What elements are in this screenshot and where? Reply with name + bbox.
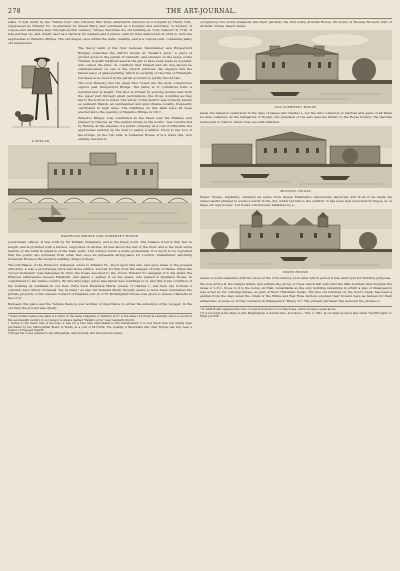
waterloo-bridge-figure: [8, 145, 192, 238]
left-paragraph-4: Waterloo Bridge, long celebrated as the finest over the Thames, and praised by Canova, as "the noblest bridge in the world," was constructed by Rennie, at the expense of a public company, at a cost of £400,000; the approaches making up the sum to nearly a million. Close to the foot of the bridge, on the City side, is Somerset House; it is a noble pile, now entirely devoted to: [78, 115, 192, 141]
pedlar-caption: A PEDLAR.: [31, 139, 51, 144]
pedlar-figure-icon: [8, 48, 74, 134]
left-paragraph-2: The Savoy bank of the river between Westminster and Hungerford Bridges comprises the district known as "Pedlar's Acre," a piece of ground given to the parish of Lambeth, and situated on the verge of the Thames. Popular tradition asserts the gift to have been made by a pedlar, who owned the land, on condition that himself and his dog should be commemorated on one of the church windows. We engrave this the famed piece of glass-painting, which is certainly of the time of Elizabeth; but there is no record in the parish accounts to justify the old tale.: [78, 46, 192, 80]
right-footnote-2: † It is recorded in the Diary of John Manningham, a student here, as follows:—"Feb. 2, 1601. At our feast we had a play called 'Twelfth Night; or, What you Will.'": [200, 311, 392, 318]
left-footnote-2: † Owing to the heavy rate of the tolls, it was for a long time unprofitable to the shareholders; it is now freed from toll, having been purchased by the Metropolitan Board of Works, at a cost of £475,000. The opening of Blackfriars and other bridges has long been a subject of frequent remark.: [8, 322, 192, 333]
waterloo-caption: WATERLOO BRIDGE AND SOMERSET HOUSE.: [60, 234, 140, 239]
left-paragraph-5: government offices. It was built by Sir William Chambers, and is his finest work. The Thames front is 800 feet in length, and is provided with a terrace, supported on arches, 50 feet above the bed of the river; and is the most noble feature of the bank in advance of the main walls. This terrace forms a noble promenade; it is much to be regretted that the public are excluded from what was once an agreeable airing-place for London. Immediately adjoining Somerset House is the modern building, King's College.: [8, 240, 192, 262]
arundel-house-engraving: [200, 126, 392, 188]
left-paragraph-6: The Old Palace of the Protector Somerset, uncle to Edward VI., stood upon this site, and gave name to the present structure; it was a picturesque brick and stone edifice, erected for him from the designs of John of Padua. When the "proud Somerset" was beheaded in 1552, his house devolved to the crown. Edward VI. assigned it to his sister, the Princess (afterwards Queen) Elizabeth, and James I. settled it on his queen, who named it Denmark House, in compliment to her native country. By this time Inigo Jones had added new buildings to it, and this is the condition of the building as exhibited in our view. Here lived Henrietta Maria, Queen of Charles I., and here she founded a convent; here Oliver Cromwell "lay in state," as also did General Monk. Royalty seems to have been considered the private property of the Queens Consort of England; but in 1775 Buckingham House was given to Queen Charlotte in lieu of it.: [8, 262, 192, 300]
right-paragraph-1: occupied by two noble mansions and their gardens, the first being Arundel House, the home of Thomas Howard, Earl of Arundel, whose classic tastes: [200, 20, 392, 29]
left-column: [8, 20, 192, 565]
old-somerset-house-figure: [200, 30, 392, 109]
pedlar-figure: [8, 48, 74, 143]
left-paragraph-1: walls. It was burnt by the "rabble rout" who followed Wat Tyler, afterwards restored as a hospital by Henry VIII., suppressed by Edward VI., re-endowed by Queen Mary, and continued as a hospital and sanctuary, "a nursery of rogues and masterless men throughout that century." Strype describes the old building as "very ruinous" in 1720. It was patched up, and chiefly used as a barrack for soldiers and a prison, until its final destruction in 1816 to form the approaches to Waterloo Bridge. The old chapel, once within the walls, remains, and is a curious relic, containing many old monuments.: [8, 20, 192, 45]
arundel-house-caption: ARUNDEL HOUSE.: [279, 188, 313, 193]
arundel-house-figure: [200, 126, 392, 193]
old-somerset-caption: OLD SOMERSET HOUSE.: [274, 105, 318, 110]
page-number: 278: [8, 7, 22, 15]
left-footnotes: [8, 313, 192, 336]
left-footnote-1: * Some writers believe the glass is a rebus on the name Chapman. A "Pedlar's Acre" is the name of a street in Lambeth, and is a record of the seventeenth century. In old maps it is always marked "Pedlar's Acre," near Lambeth Church.: [8, 315, 192, 322]
right-footnote-1: * In 1648 Hollar engraved the view of London from the roof of this house, which we have copied above.: [200, 308, 337, 312]
journal-title: THE ART-JOURNAL.: [166, 7, 237, 15]
right-paragraph-2: made the mansion celebrated in the days of James and Charles I., for the rare collection of marbles and gems of all kinds he here collected. At the instigation of Evelyn, the grandson of the earl gave his library to the Royal Society; the marbles being sent to Oxford, where they are still exhibited.: [200, 111, 392, 124]
right-paragraph-4: series of noble residents until the close of the 17th century, soon after which period it was destroyed for building purposes.: [200, 276, 392, 281]
left-footnote-3: ‡ Except the rooms granted to the Antiquarian, Astronomical, and Geological Societies.: [8, 332, 124, 336]
right-paragraph-5: We now arrive at the Temple Stairs, and admire the group of trees which still surround the little fountain that inspired the muse of L.E.L. Close to it is the noble old Hall, remarkable as the only building remaining in which a play of Shakspere's was acted by his contemporaries, as part of their Christmas revels. The fine old Gardens on the river's bank, has been a garden from the days when the chiefs of the White and Red Rose factions plucked their flowers here as badges for their adherents—a scene so vividly rendered in Shakspere's "Henry VI." The present gardener has restored the glories of: [200, 281, 392, 303]
right-column: [200, 20, 392, 565]
left-paragraph-7: Between this place and the Temple there is now nothing of importance to arrest the attention of the voyager. In the old time the ground was chiefly: [8, 301, 192, 310]
right-paragraph-3: Essex" House, adjoining, obtained its name from Queen Elizabeth's unfortunate favourite; and from it he made his unsuccessful attempt to excite a revolt in the city, which led him to the scaffold. It has been well described by Pepys, as "a large yet ugly house;" but it was continuously inhabited by a: [200, 194, 392, 208]
page-header: [8, 5, 392, 19]
essex-house-figure: [200, 209, 392, 274]
old-somerset-house-engraving: [200, 30, 392, 104]
essex-house-engraving: [200, 209, 392, 269]
left-paragraph-3: The Lion Brewery and the great Shot Tower are the most conspicuous objects past Hungerford Bridge. The latter is of cylindrical form; a hundred feet in height. The shot is formed by pouring molten lead from the upper part through small perforations, the drops rounding as they fall to the bottom in water. The whole of this district was formerly known as Lambeth Marsh, an uninhabited and unprofitable locality, frequently overflowed in high tides. The buildings on this bank have all been erected since the opening of Waterloo Bridge in 1817.: [78, 81, 192, 115]
essex-house-caption: ESSEX HOUSE.: [282, 270, 310, 275]
waterloo-bridge-engraving: [8, 145, 192, 233]
right-footnotes: [200, 306, 392, 319]
